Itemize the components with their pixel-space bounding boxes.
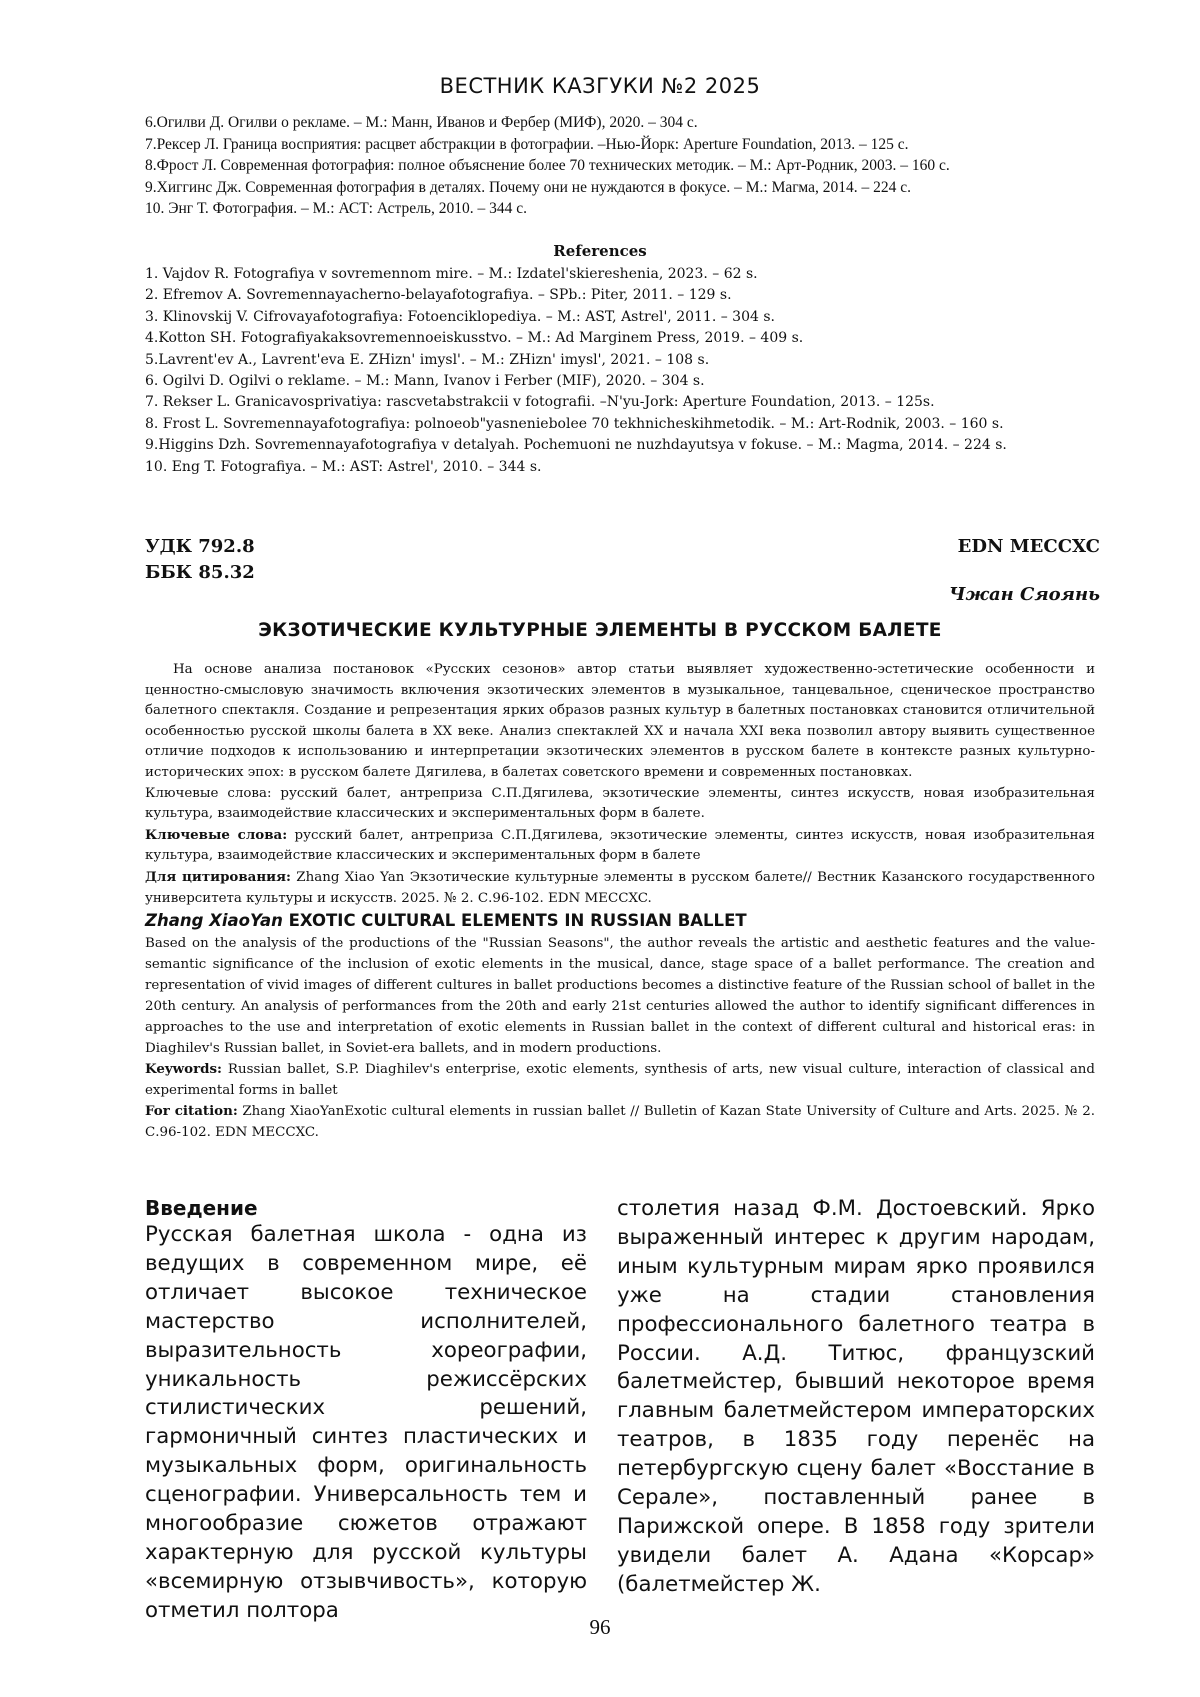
abstract-block [145,660,1095,1143]
keywords-ru [145,825,1095,867]
citation-en [145,1101,1095,1143]
literature-list-tail [145,112,1095,220]
running-header: ВЕСТНИК КАЗГУКИ №2 2025 [439,74,761,98]
citation-ru [145,867,1095,909]
keywords-text: русский балет, антреприза С.П.Дягилева, экзотические элементы, синтез искусств, новая изобразительная культура, взаимодействие классических и экспериментальных форм в балете [145,827,1095,864]
reference-item: 2. Efremov A. Sovremennayacherno-belayafotografiya. – SPb.: Piter, 2011. – 129 s. [145,287,732,304]
citation-text: Zhang Xiao Yan Экзотические культурные элементы в русском балете// Вестник Казанского государственного университета культуры и искусств. 2025. № 2. С.96-102. EDN MECCXC. [145,869,1095,906]
reference-item: 3. Klinovskij V. Cifrovayafotografiya: Fotoenciklopediya. – M.: AST, Astrel', 2011. – 304 s. [145,308,775,325]
references-list [145,264,1095,478]
article-title: ЭКЗОТИЧЕСКИЕ КУЛЬТУРНЫЕ ЭЛЕМЕНТЫ В РУССКОМ БАЛЕТЕ [258,620,942,641]
keywords-en-label: Keywords: [145,1061,223,1078]
reference-item: 8. Frost L. Sovremennayafotografiya: polnoeob"yasneniebolee 70 tekhnicheskihmetodik. – M.: Art-Rodnik, 2003. – 160 s. [145,415,1004,432]
citation-en-label: For citation: [145,1103,238,1120]
abstract-en: Based on the analysis of the productions of the "Russian Seasons", the author reveals the artistic and aesthetic features and the value-semantic significance of the inclusion of exotic elements in the musical, dance, stage space of a ballet performance. The creation and representation of vivid images of different cultures in ballet productions becomes a distinctive feature of the Russian school of ballet in the 20th century. An analysis of performances from the 20th and early 21st centuries allowed the author to identify significant differences in approaches to the use and interpretation of exotic elements in Russian ballet in the context of different cultural and historical eras: in Diaghilev's Russian ballet, in Soviet-era ballets, and in modern productions. [145,936,1095,1057]
reference-item: 7. Rekser L. Granicavosprivatiya: rascvetabstrakcii v fotografii. –N'yu-Jork: Aperture Foundation, 2013. – 125s. [145,394,935,411]
reference-item: 4.Kotton SH. Fotografiyakaksovremennoeiskusstvo. – M.: Ad Marginem Press, 2019. – 409 s. [145,330,804,347]
bbk-code: ББК 85.32 [145,562,255,583]
body-text-right: столетия назад Ф.М. Достоевский. Ярко выраженный интерес к другим народам, иным культурным мирам ярко проявился уже на стадии становления профессионального балетного театра в России. А.Д. Титюс, французский балетмейстер, бывший некоторое время главным балетмейстером императорских театров, в 1835 году перенёс на петербургскую сцену балет «Восстание в Серале», поставленный ранее в Парижской опере. В 1858 году зрители увидели балет А. Адана «Корсар» (балетмейстер Ж. [617,1196,1095,1597]
body-text-left: Русская балетная школа - одна из ведущих в современном мире, её отличает высокое техническое мастерство исполнителей, выразительность хореографии, уникальность режиссёрских стилистических решений, гармоничный синтез пластических и музыкальных форм, оригинальность сценографии. Универсальность тем и многообразие сюжетов отражают характерную для русской культуры «всемирную отзывчивость», которую отметил полтора [145,1222,587,1623]
body-column-left [145,1195,587,1626]
udk-code: УДК 792.8 [145,536,255,557]
literature-item: 8.Фрост Л. Современная фотография: полное объяснение более 70 технических методик. – М.: Арт-Родник, 2003. – 160 с. [145,157,950,174]
article-author: Чжан Сяоянь [949,584,1100,605]
edn-code: EDN MECCXC [957,536,1100,557]
citation-en-text: Zhang XiaoYanExotic cultural elements in russian ballet // Bulletin of Kazan State University of Culture and Arts. 2025. № 2. С.96-102. EDN MECCXC. [145,1104,1095,1141]
keywords-plain: Ключевые слова: русский балет, антреприза С.П.Дягилева, экзотические элементы, синтез искусств, новая изобразительная культура, взаимодействие классических и экспериментальных форм в балете. [145,785,1095,822]
english-title-text: EXOTIC CULTURAL ELEMENTS IN RUSSIAN BALLET [282,911,747,931]
literature-item: 6.Огилви Д. Огилви о рекламе. – М.: Манн, Иванов и Фербер (МИФ), 2020. – 304 с. [145,114,698,131]
section-heading: Введение [145,1196,258,1220]
body-column-right [617,1195,1095,1600]
literature-item: 9.Хиггинс Дж. Современная фотография в деталях. Почему они не нуждаются в фокусе. – М.: Магма, 2014. – 224 с. [145,178,912,196]
reference-item: 10. Eng T. Fotografiya. – M.: AST: Astrel', 2010. – 344 s. [145,458,542,475]
references-heading: References [553,242,647,260]
reference-item: 1. Vajdov R. Fotografiya v sovremennom mire. – M.: Izdatel'skiereshenia, 2023. – 62 s. [145,266,758,282]
english-title [145,909,1095,933]
keywords-label: Ключевые слова: [145,826,288,843]
reference-item: 6. Ogilvi D. Ogilvi o reklame. – M.: Mann, Ivanov i Ferber (MIF), 2020. – 304 s. [145,373,705,390]
abstract-ru: На основе анализа постановок «Русских сезонов» автор статьи выявляет художественно-эстетические особенности и ценностно-смысловую значимость включения экзотических элементов в музыкальное, танцевальное, сценическое пространство балетного спектакля. Создание и репрезентация ярких образов разных культур в балетных постановках становится отличительной особенностью русской школы балета в XX веке. Анализ спектаклей XX и начала XXI века позволил автору выявить существенное отличие подходов к использованию и интерпретации экзотических элементов в русском балете в контексте разных культурно-исторических эпох: в русском балете Дягилева, в балетах советского времени и современных постановках. [145,662,1095,780]
literature-item: 10. Энг Т. Фотография. – М.: АСТ: Астрель, 2010. – 344 с. [145,200,527,217]
page-number: 96 [589,1615,611,1639]
reference-item: 9.Higgins Dzh. Sovremennayafotografiya v detalyah. Pochemuoni ne nuzhdayutsya v fokuse. – M.: Magma, 2014. – 224 s. [145,437,1007,454]
reference-item: 5.Lavrent'ev A., Lavrent'eva E. ZHizn' imysl'. – M.: ZHizn' imysl', 2021. – 108 s. [145,351,710,368]
citation-label: Для цитирования: [145,868,291,885]
literature-item: 7.Рексер Л. Граница восприятия: расцвет абстракции в фотографии. –Нью-Йорк: Aperture Foundation, 2013. – 125 с. [145,135,909,153]
english-author: Zhang XiaoYan [145,911,283,931]
keywords-en [145,1059,1095,1101]
keywords-en-text: Russian ballet, S.P. Diaghilev's enterprise, exotic elements, synthesis of arts, new visual culture, interaction of classical and experimental forms in ballet [145,1062,1095,1099]
